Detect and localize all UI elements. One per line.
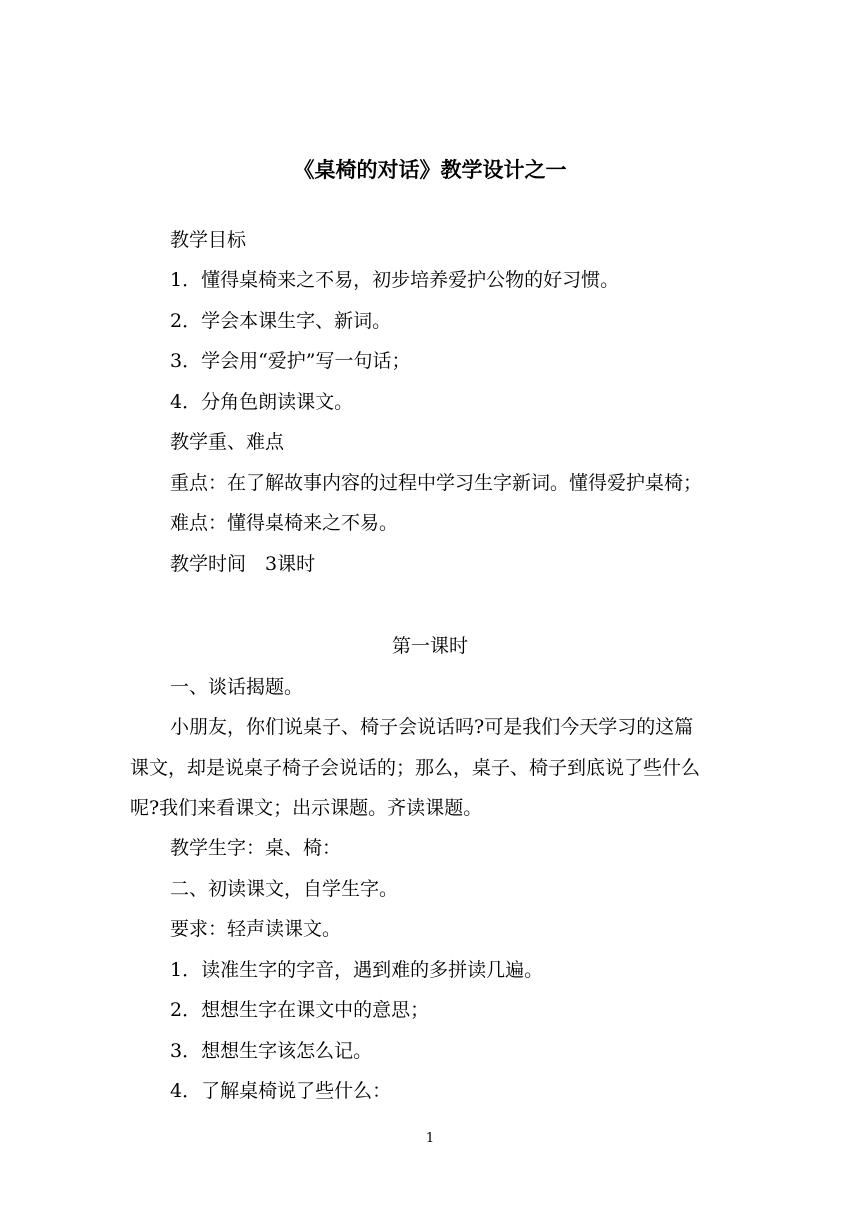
- objectives-heading: 教学目标: [170, 229, 247, 251]
- teach-characters-text: 教学生字：桌、椅：: [170, 837, 342, 859]
- objective-item-4: 4．分角色朗读课文。: [170, 391, 354, 413]
- part1-heading: 一、谈话揭题。: [170, 676, 304, 698]
- difficult-point-text: 难点：懂得桌椅来之不易。: [170, 512, 399, 534]
- intro-paragraph-line-3: 呢?我们来看课文；出示课题。齐读课题。: [130, 797, 483, 819]
- step-item-1: 1．读准生字的字音，遇到难的多拼读几遍。: [170, 959, 544, 981]
- requirement-text: 要求：轻声读课文。: [170, 918, 342, 940]
- part2-heading: 二、初读课文，自学生字。: [170, 878, 399, 900]
- intro-paragraph-line-1: 小朋友，你们说桌子、椅子会说话吗?可是我们今天学习的这篇: [170, 716, 694, 738]
- page-number: 1: [425, 1131, 435, 1146]
- intro-paragraph-line-2: 课文，却是说桌子椅子会说话的；那么，桌子、椅子到底说了些什么: [130, 756, 701, 779]
- step-item-2: 2．想想生字在课文中的意思；: [170, 999, 430, 1021]
- objective-item-2: 2．学会本课生字、新词。: [170, 310, 392, 332]
- intro-paragraph: [130, 707, 740, 829]
- teaching-time-text: 教学时间 3课时: [170, 553, 316, 575]
- document-title: 《桌椅的对话》教学设计之一: [293, 157, 567, 182]
- step-item-4: 4．了解桌椅说了些什么：: [170, 1080, 392, 1102]
- key-points-heading: 教学重、难点: [170, 431, 285, 453]
- step-item-3: 3．想想生字该怎么记。: [170, 1040, 373, 1062]
- key-point-text: 重点：在了解故事内容的过程中学习生字新词。懂得爱护桌椅；: [170, 472, 703, 494]
- objective-item-1: 1．懂得桌椅来之不易，初步培养爱护公物的好习惯。: [170, 269, 620, 291]
- objective-item-3: 3．学会用“爱护”写一句话；: [170, 350, 411, 372]
- lesson-heading: 第一课时: [391, 635, 468, 657]
